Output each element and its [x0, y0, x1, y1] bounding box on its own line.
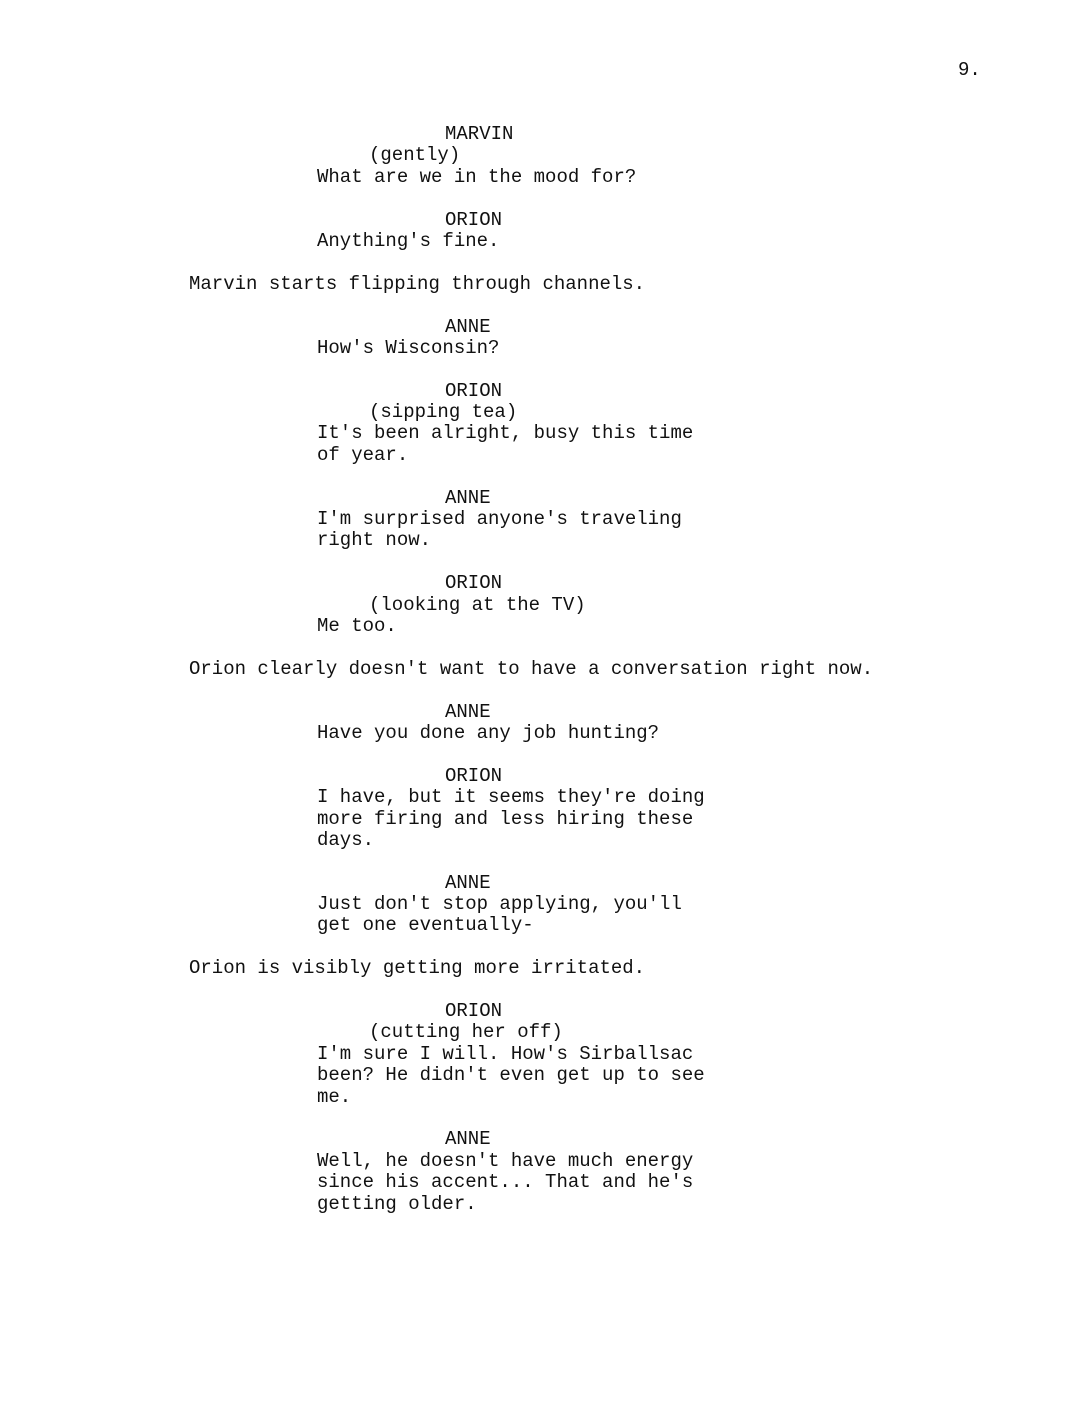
parenthetical-line: (looking at the TV) [369, 593, 586, 616]
blank-line [0, 359, 1084, 380]
character-name: ANNE [445, 871, 491, 894]
character-name: ORION [445, 572, 503, 595]
character-name: ANNE [445, 1128, 491, 1151]
blank-line [0, 680, 1084, 701]
dialogue-line: I'm sure I will. How's Sirballsac [317, 1042, 694, 1065]
script-body [0, 124, 1084, 1215]
dialogue-line: get one eventually- [317, 914, 534, 937]
action-line: Orion clearly doesn't want to have a conversation right now. [189, 657, 874, 680]
dialogue-line: Anything's fine. [317, 229, 500, 252]
character-name: ORION [445, 379, 503, 402]
parenthetical-line: (cutting her off) [369, 1021, 563, 1044]
dialogue-line: right now. [317, 529, 432, 552]
character-name: ORION [445, 208, 503, 231]
page-number: 9. [958, 59, 981, 81]
blank-line [0, 980, 1084, 1001]
dialogue-line: Have you done any job hunting? [317, 721, 660, 744]
dialogue-line: Just don't stop applying, you'll [317, 893, 682, 916]
dialogue-line: Me too. [317, 614, 397, 637]
character-name: ANNE [445, 486, 491, 509]
dialogue-line: I'm surprised anyone's traveling [317, 508, 682, 531]
dialogue-line: Well, he doesn't have much energy [317, 1149, 694, 1172]
blank-line [0, 851, 1084, 872]
blank-line [0, 252, 1084, 273]
dialogue-line: since his accent... That and he's [317, 1171, 694, 1194]
blank-line [0, 188, 1084, 209]
blank-line [0, 1108, 1084, 1129]
blank-line [0, 295, 1084, 316]
parenthetical-line: (gently) [369, 144, 461, 167]
action-line: Orion is visibly getting more irritated. [189, 957, 646, 980]
parenthetical-line: (sipping tea) [369, 401, 518, 424]
dialogue-line: It's been alright, busy this time [317, 422, 694, 445]
action-line: Marvin starts flipping through channels. [189, 272, 646, 295]
character-name: ANNE [445, 315, 491, 338]
dialogue-line: more firing and less hiring these [317, 807, 694, 830]
dialogue-line: What are we in the mood for? [317, 165, 637, 188]
dialogue-line: How's Wisconsin? [317, 336, 500, 359]
dialogue-line: been? He didn't even get up to see [317, 1064, 705, 1087]
blank-line [0, 466, 1084, 487]
blank-line [0, 637, 1084, 658]
blank-line [0, 937, 1084, 958]
character-name: ORION [445, 1000, 503, 1023]
dialogue-line: getting older. [317, 1192, 477, 1215]
dialogue-line: days. [317, 828, 375, 851]
blank-line [0, 552, 1084, 573]
character-name: ANNE [445, 700, 491, 723]
blank-line [0, 744, 1084, 765]
dialogue-line: of year. [317, 443, 409, 466]
dialogue-line: me. [317, 1085, 352, 1108]
character-name: MARVIN [445, 123, 514, 145]
dialogue-line: I have, but it seems they're doing [317, 786, 705, 809]
character-name: ORION [445, 764, 503, 787]
